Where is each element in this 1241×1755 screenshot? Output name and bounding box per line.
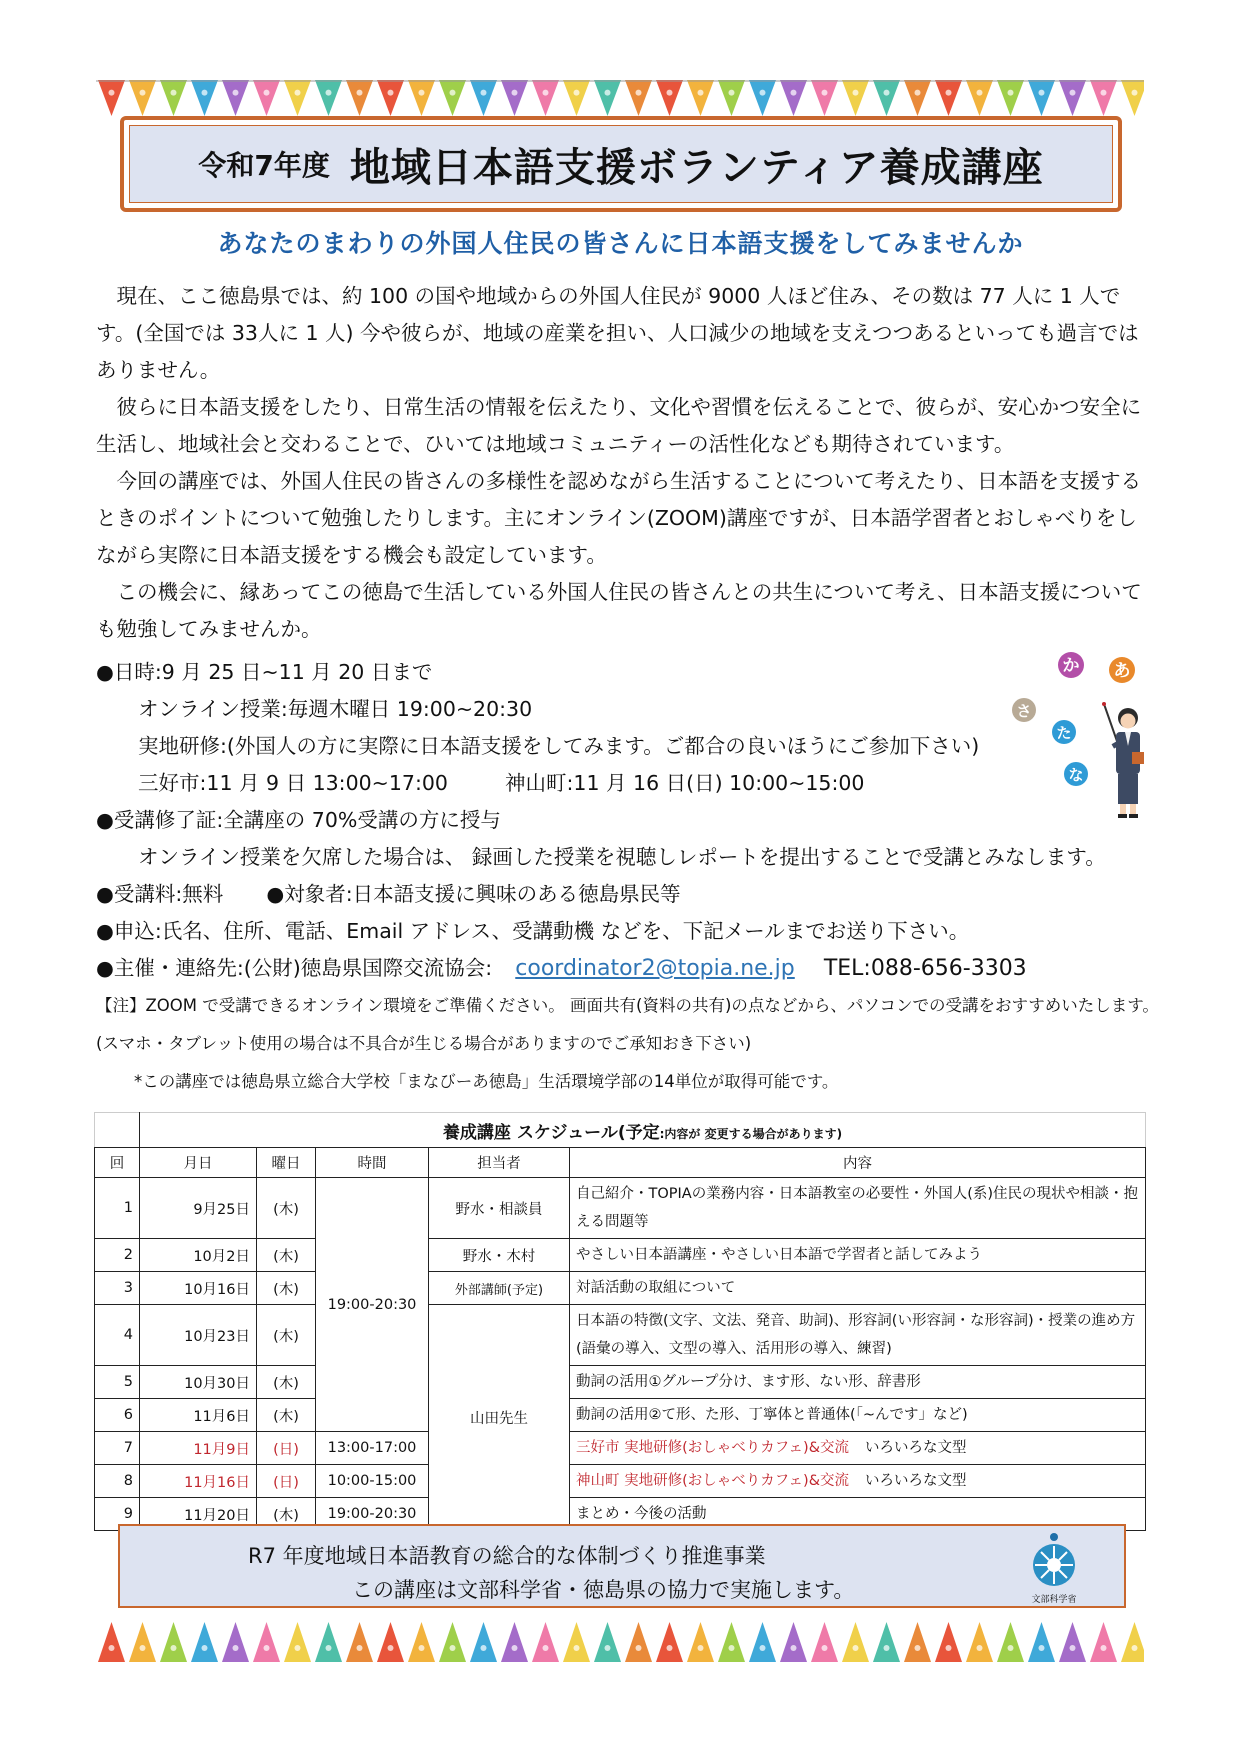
bunting-flag-dot — [171, 1645, 177, 1651]
row-date: 10月16日 — [140, 1272, 257, 1305]
row-content — [570, 1432, 1146, 1465]
bunting-flag — [594, 80, 621, 116]
bunting-flag-dot — [1008, 1645, 1014, 1651]
schedule-header-row — [95, 1148, 1146, 1178]
bunting-flag — [1090, 80, 1117, 116]
bunting-flag-dot — [202, 90, 208, 96]
row-content-rest: いろいろな文型 — [865, 1440, 967, 1456]
bunting-flag-dot — [171, 90, 177, 96]
row-instructor: 野水・相談員 — [429, 1178, 570, 1239]
bunting-flag — [408, 1622, 435, 1662]
bunting-flag-dot — [450, 1645, 456, 1651]
row-day: (木) — [257, 1366, 316, 1399]
bunting-flag-dot — [605, 1645, 611, 1651]
bunting-flag-dot — [760, 1645, 766, 1651]
bunting-flag-dot — [698, 1645, 704, 1651]
bunting-flag — [1121, 1622, 1144, 1662]
bunting-flag — [315, 1622, 342, 1662]
bunting-flag — [532, 1622, 559, 1662]
bunting-flag-dot — [822, 90, 828, 96]
bunting-flag — [284, 1622, 311, 1662]
organizer-info: ●主催・連絡先:(公財)徳島県国際交流協会: — [96, 956, 493, 980]
bunting-flag-dot — [512, 90, 518, 96]
row-content: 動詞の活用①グループ分け、ます形、ない形、辞書形 — [570, 1366, 1146, 1399]
bunting-flag-dot — [915, 90, 921, 96]
bunting-flag — [439, 1622, 466, 1662]
bunting-flag-dot — [636, 1645, 642, 1651]
bunting-flag-dot — [791, 1645, 797, 1651]
bunting-flag-dot — [729, 1645, 735, 1651]
row-time: 19:00-20:30 — [316, 1498, 429, 1531]
bunting-flag — [315, 80, 342, 116]
intro-paragraph-2: 彼らに日本語支援をしたり、日常生活の情報を伝えたり、文化や習慣を伝えることで、彼らが、安心かつ安全に生活し、地域社会と交わることで、ひいては地域コミュニティーの活性化なども期待されています。 — [96, 395, 1142, 456]
organizer-row — [96, 950, 1156, 987]
bunting-flag-dot — [481, 1645, 487, 1651]
bunting-flag — [501, 1622, 528, 1662]
row-day: (日) — [257, 1432, 316, 1465]
bunting-flag — [935, 1622, 962, 1662]
footer-project-name: R7 年度地域日本語教育の総合的な体制づくり推進事業 — [248, 1544, 766, 1568]
bunting-flag — [842, 80, 869, 116]
bunting-flag — [966, 1622, 993, 1662]
bunting-flag-dot — [1101, 90, 1107, 96]
bunting-flag-dot — [233, 90, 239, 96]
bunting-flag — [625, 80, 652, 116]
bubble-a-text: あ — [1113, 661, 1131, 681]
bunting-flag — [780, 1622, 807, 1662]
bunting-flag — [129, 1622, 156, 1662]
bunting-flag-dot — [295, 1645, 301, 1651]
bunting-flag — [439, 80, 466, 116]
bunting-flag — [191, 80, 218, 116]
bunting-flag-dot — [884, 1645, 890, 1651]
bunting-flag-dot — [853, 1645, 859, 1651]
table-row — [95, 1272, 1146, 1305]
bunting-flag-dot — [667, 90, 673, 96]
online-class-info: オンライン授業:毎週木曜日 19:00~20:30 — [138, 697, 533, 721]
bunting-flag — [253, 1622, 280, 1662]
bunting-flag — [253, 80, 280, 116]
title-year: 令和7年度 — [198, 149, 330, 182]
bunting-flag-dot — [1101, 1645, 1107, 1651]
row-number: 2 — [95, 1239, 140, 1272]
certificate-info: ●受講修了証:全講座の 70%受講の方に授与 — [96, 808, 501, 832]
mext-logo — [1018, 1532, 1090, 1605]
bubble-ta-text: た — [1056, 724, 1072, 742]
row-content-highlight: 三好市 実地研修(おしゃべりカフェ)&交流 — [576, 1440, 850, 1456]
bunting-flag-dot — [636, 90, 642, 96]
bunting-flag — [501, 80, 528, 116]
bunting-flag — [1059, 1622, 1086, 1662]
col-header-number: 回 — [95, 1148, 140, 1178]
page-subtitle: あなたのまわりの外国人住民の皆さんに日本語支援をしてみませんか — [217, 229, 1024, 258]
row-time: 19:00-20:30 — [316, 1178, 429, 1432]
bunting-flag-dot — [140, 90, 146, 96]
caption-spacer — [95, 1113, 140, 1148]
fee-info: ●受講料:無料 — [96, 882, 224, 906]
intro-text — [96, 278, 1146, 648]
row-number: 5 — [95, 1366, 140, 1399]
bunting-flag-dot — [264, 1645, 270, 1651]
row-date: 11月6日 — [140, 1399, 257, 1432]
col-header-instructor: 担当者 — [429, 1148, 570, 1178]
bunting-flag — [873, 1622, 900, 1662]
mext-logo-label: 文部科学省 — [1031, 1595, 1077, 1605]
field-kamiyama: 神山町:11 月 16 日(日) 10:00~15:00 — [505, 771, 865, 795]
bunting-flag-dot — [543, 1645, 549, 1651]
row-instructor: 山田先生 — [429, 1305, 570, 1531]
bunting-flag — [687, 1622, 714, 1662]
table-row — [95, 1305, 1146, 1366]
row-instructor: 外部講師(予定) — [429, 1272, 570, 1305]
bunting-flag — [904, 1622, 931, 1662]
row-date: 10月2日 — [140, 1239, 257, 1272]
bunting-flag-dot — [729, 90, 735, 96]
footer-cooperation: この講座は文部科学省・徳島県の協力で実施します。 — [352, 1578, 855, 1602]
bunting-flag — [532, 80, 559, 116]
bunting-flag-dot — [264, 90, 270, 96]
bunting-flag-dot — [760, 90, 766, 96]
schedule-caption-row — [95, 1113, 1146, 1148]
schedule-caption — [140, 1113, 1146, 1148]
bubble-na-text: な — [1068, 766, 1084, 784]
footer-box — [118, 1524, 1126, 1608]
bunting-flag-dot — [977, 1645, 983, 1651]
bubble-sa-text: さ — [1016, 702, 1032, 720]
bunting-flag — [191, 1622, 218, 1662]
bunting-flag-dot — [574, 1645, 580, 1651]
bunting-flag-dot — [1132, 90, 1138, 96]
bunting-flag-dot — [450, 90, 456, 96]
bunting-flag — [160, 80, 187, 116]
row-date: 11月16日 — [140, 1465, 257, 1498]
table-row — [95, 1465, 1146, 1498]
row-date: 11月9日 — [140, 1432, 257, 1465]
bunting-flag-dot — [698, 90, 704, 96]
bunting-flag-dot — [946, 1645, 952, 1651]
bunting-flag-dot — [1039, 90, 1045, 96]
row-number: 8 — [95, 1465, 140, 1498]
table-row — [95, 1239, 1146, 1272]
bunting-flag — [1090, 1622, 1117, 1662]
row-content: 自己紹介・TOPIAの業務内容・日本語教室の必要性・外国人(系)住民の現状や相談・抱える問題等 — [570, 1178, 1146, 1239]
bunting-flag — [656, 1622, 683, 1662]
bunting-decoration-top — [96, 80, 1144, 118]
bunting-flag — [408, 80, 435, 116]
bunting-flag — [780, 80, 807, 116]
bunting-flag — [563, 80, 590, 116]
bunting-flag — [129, 80, 156, 116]
bunting-flag-dot — [1070, 90, 1076, 96]
row-day: (木) — [257, 1239, 316, 1272]
table-row — [95, 1178, 1146, 1239]
bunting-flag-dot — [1039, 1645, 1045, 1651]
bunting-flag — [904, 80, 931, 116]
intro-paragraph-4: この機会に、縁あってこの徳島で生活している外国人住民の皆さんとの共生について考え、日本語支援についても勉強してみませんか。 — [96, 580, 1142, 641]
table-row — [95, 1399, 1146, 1432]
bunting-flag — [470, 1622, 497, 1662]
bunting-flag — [718, 80, 745, 116]
row-instructor: 野水・木村 — [429, 1239, 570, 1272]
bunting-flag — [563, 1622, 590, 1662]
bunting-flag-dot — [388, 90, 394, 96]
row-date: 9月25日 — [140, 1178, 257, 1239]
row-day: (木) — [257, 1498, 316, 1531]
intro-paragraph-3: 今回の講座では、外国人住民の皆さんの多様性を認めながら生活することについて考えたり、日本語を支援するときのポイントについて勉強したりします。主にオンライン(ZOOM)講座ですが、日本語学習者とおしゃべりをしながら実際に日本語支援をする機会も設定しています。 — [96, 469, 1142, 567]
row-day: (日) — [257, 1465, 316, 1498]
row-time: 10:00-15:00 — [316, 1465, 429, 1498]
bunting-flag-dot — [109, 1645, 115, 1651]
bunting-flag-dot — [202, 1645, 208, 1651]
bunting-flag — [625, 1622, 652, 1662]
bunting-flag — [98, 1622, 125, 1662]
row-day: (木) — [257, 1272, 316, 1305]
bunting-flag — [470, 80, 497, 116]
bunting-flag — [594, 1622, 621, 1662]
bunting-flag — [346, 1622, 373, 1662]
field-training-info: 実地研修:(外国人の方に実際に日本語支援をしてみます。ご都合の良いほうにご参加下さい) — [138, 734, 980, 758]
bunting-flag — [377, 1622, 404, 1662]
bunting-flag-dot — [1070, 1645, 1076, 1651]
bunting-flag — [1059, 80, 1086, 116]
row-date: 10月30日 — [140, 1366, 257, 1399]
bunting-flag-dot — [822, 1645, 828, 1651]
bunting-flag — [160, 1622, 187, 1662]
apply-info: ●申込:氏名、住所、電話、Email アドレス、受講動機 などを、下記メールまでお送り下さい。 — [96, 919, 970, 943]
bunting-flag — [997, 1622, 1024, 1662]
bunting-flag — [687, 80, 714, 116]
row-content: 日本語の特徴(文字、文法、発音、助詞)、形容詞(い形容詞・な形容詞)・授業の進め方(語彙の導入、文型の導入、活用形の導入、練習) — [570, 1305, 1146, 1366]
bunting-flag — [98, 80, 125, 116]
bunting-flag-dot — [791, 90, 797, 96]
schedule-table — [94, 1112, 1146, 1531]
row-content: 対話活動の取組について — [570, 1272, 1146, 1305]
bunting-decoration-bottom — [96, 1622, 1144, 1664]
row-day: (木) — [257, 1399, 316, 1432]
target-info: ●対象者:日本語支援に興味のある徳島県民等 — [266, 882, 681, 906]
bunting-flag-dot — [109, 90, 115, 96]
bunting-flag-dot — [357, 90, 363, 96]
row-content: やさしい日本語講座・やさしい日本語で学習者と話してみよう — [570, 1239, 1146, 1272]
title-banner — [120, 116, 1122, 212]
col-header-day: 曜日 — [257, 1148, 316, 1178]
col-header-date: 月日 — [140, 1148, 257, 1178]
row-content-rest: いろいろな文型 — [865, 1473, 967, 1489]
bunting-flag-dot — [481, 90, 487, 96]
contact-email-link[interactable]: coordinator2@topia.ne.jp — [515, 956, 795, 981]
intro-paragraph-1: 現在、ここ徳島県では、約 100 の国や地域からの外国人住民が 9000 人ほど住み、その数は 77 人に 1 人です。(全国では 33人に 1 人) 今や彼らが、地域の産業を担い、人口減少の地域を支えつつあるといっても過言ではありません。 — [96, 284, 1139, 382]
row-number: 3 — [95, 1272, 140, 1305]
row-content: まとめ・今後の活動 — [570, 1498, 1146, 1531]
teacher-illustration — [1096, 702, 1148, 820]
bunting-flag-dot — [543, 90, 549, 96]
row-content-highlight: 神山町 実地研修(おしゃべりカフェ)&交流 — [576, 1473, 850, 1489]
bunting-flag-dot — [388, 1645, 394, 1651]
bunting-flag-dot — [512, 1645, 518, 1651]
bunting-flag — [1121, 80, 1144, 116]
bunting-flag — [811, 1622, 838, 1662]
bunting-flag — [997, 80, 1024, 116]
bunting-flag-dot — [977, 90, 983, 96]
field-miyoshi: 三好市:11 月 9 日 13:00~17:00 — [138, 771, 448, 795]
bunting-flag — [222, 80, 249, 116]
bunting-flag — [935, 80, 962, 116]
row-number: 1 — [95, 1178, 140, 1239]
bunting-flag — [1028, 80, 1055, 116]
row-number: 4 — [95, 1305, 140, 1366]
fee-target-row — [96, 876, 1156, 913]
zoom-note: 【注】ZOOM で受講できるオンライン環境をご準備ください。 画面共有(資料の共有)の点などから、パソコンでの受講をおすすめいたします。 — [96, 996, 1159, 1015]
row-date: 11月20日 — [140, 1498, 257, 1531]
bunting-flag-dot — [326, 90, 332, 96]
row-content — [570, 1465, 1146, 1498]
bunting-flag — [749, 80, 776, 116]
bunting-flag-dot — [140, 1645, 146, 1651]
contact-phone: TEL:088-656-3303 — [823, 956, 1027, 981]
credit-note: *この講座では徳島県立総合大学校「まなびーあ徳島」生活環境学部の14単位が取得可能です。 — [134, 1072, 839, 1091]
bunting-flag-dot — [326, 1645, 332, 1651]
row-number: 6 — [95, 1399, 140, 1432]
row-date: 10月23日 — [140, 1305, 257, 1366]
bunting-flag-dot — [1008, 90, 1014, 96]
course-dates: ●日時:9 月 25 日~11 月 20 日まで — [96, 660, 433, 684]
bunting-flag — [656, 80, 683, 116]
bunting-flag — [718, 1622, 745, 1662]
bunting-flag-dot — [1132, 1645, 1138, 1651]
row-content: 動詞の活用②て形、た形、丁寧体と普通体(「~んです」など) — [570, 1399, 1146, 1432]
bunting-flag-dot — [915, 1645, 921, 1651]
bunting-flag-dot — [419, 90, 425, 96]
bunting-flag — [966, 80, 993, 116]
row-time: 13:00-17:00 — [316, 1432, 429, 1465]
schedule-caption-text: 養成講座 スケジュール(予定 — [442, 1122, 660, 1143]
bunting-flag — [749, 1622, 776, 1662]
col-header-time: 時間 — [316, 1148, 429, 1178]
table-row — [95, 1432, 1146, 1465]
bunting-flag-dot — [667, 1645, 673, 1651]
bunting-flag — [377, 80, 404, 116]
table-row — [95, 1366, 1146, 1399]
title-banner-inner — [129, 125, 1113, 203]
row-day: (木) — [257, 1178, 316, 1239]
bunting-flag-dot — [853, 90, 859, 96]
bunting-flag — [222, 1622, 249, 1662]
bunting-flag-dot — [357, 1645, 363, 1651]
row-number: 7 — [95, 1432, 140, 1465]
bunting-flag — [842, 1622, 869, 1662]
bunting-flag — [811, 80, 838, 116]
bunting-flag-dot — [605, 90, 611, 96]
certificate-note: オンライン授業を欠席した場合は、 録画した授業を視聴しレポートを提出することで受講とみなします。 — [138, 845, 1106, 869]
col-header-content: 内容 — [570, 1148, 1146, 1178]
bunting-flag-dot — [574, 90, 580, 96]
bunting-flag — [346, 80, 373, 116]
bunting-flag-dot — [946, 90, 952, 96]
bunting-flag-dot — [884, 90, 890, 96]
bunting-flag-dot — [295, 90, 301, 96]
bunting-flag — [284, 80, 311, 116]
bunting-flag-dot — [233, 1645, 239, 1651]
schedule-caption-note: :内容が 変更する場合があります) — [659, 1126, 843, 1141]
bunting-flag — [873, 80, 900, 116]
device-note: (スマホ・タブレット使用の場合は不具合が生じる場合がありますのでご承知おき下さい) — [96, 1034, 752, 1053]
page-title: 地域日本語支援ボランティア養成講座 — [349, 144, 1044, 191]
row-number: 9 — [95, 1498, 140, 1531]
bunting-flag — [1028, 1622, 1055, 1662]
bubble-ka-text: か — [1062, 656, 1080, 676]
row-day: (木) — [257, 1305, 316, 1366]
mext-emblem-icon — [1029, 1532, 1079, 1588]
bunting-flag-dot — [419, 1645, 425, 1651]
